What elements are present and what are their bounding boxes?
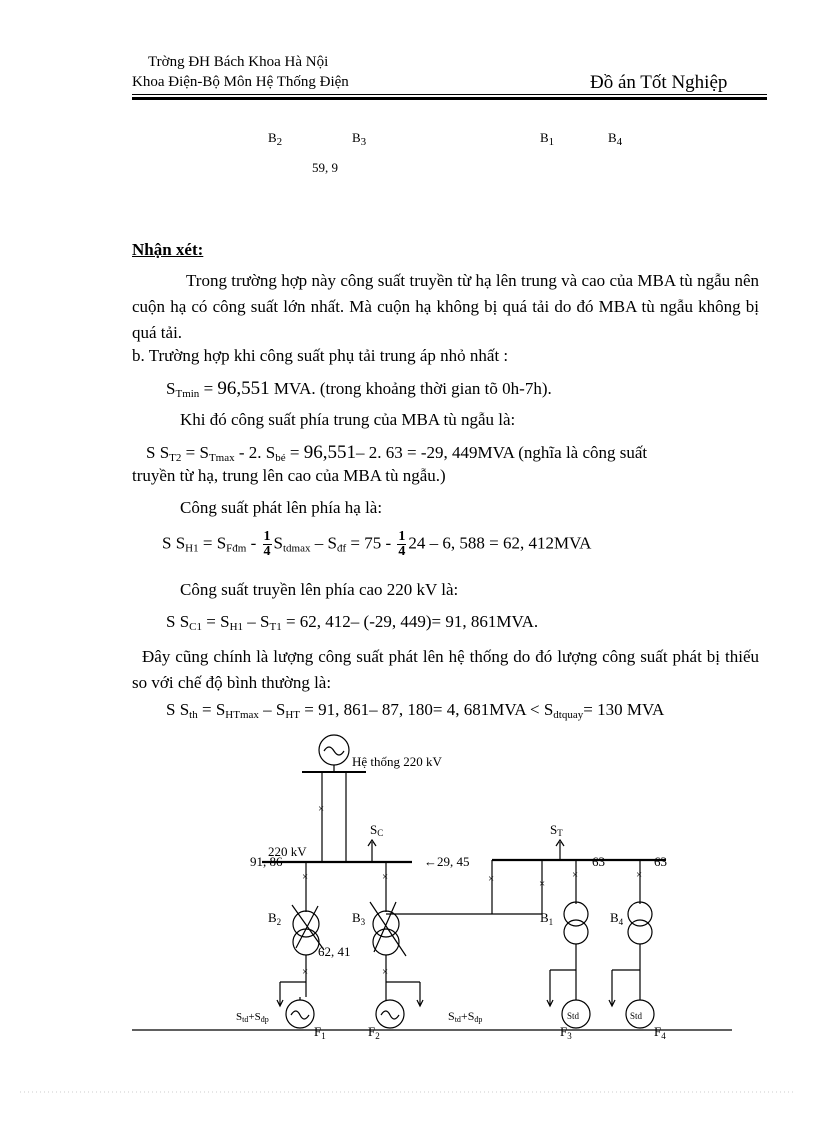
equation-stmin: $S_{Tmin} = 96,551$ MVA. (trong khoảng thời gian tõ 0h-7h). bbox=[166, 378, 552, 400]
b2-transformer-lower bbox=[293, 929, 319, 955]
diagram-sta3: Std bbox=[567, 1011, 580, 1021]
system-generator-wave bbox=[324, 747, 344, 755]
diagram-flow-mid: ←29, 45 bbox=[424, 854, 470, 869]
section-heading: Nhận xét: bbox=[132, 240, 204, 259]
line-high: Công suất truyền lên phía cao 220 kV là: bbox=[180, 580, 459, 599]
b4-transformer-lower bbox=[628, 920, 652, 944]
svg-text:×: × bbox=[539, 878, 546, 890]
header-department: Khoa Điện-Bộ Môn Hệ Thống Điện bbox=[132, 74, 349, 90]
equation-st2: S $S_{T2} = S_{Tmax} - 2$. $S_{bé} = 96,551-$ 2. 63 = -29, 449MVA (nghĩa là công suất bbox=[146, 442, 648, 464]
diagram-f3: $F_3$ bbox=[560, 1024, 572, 1041]
svg-text:×: × bbox=[302, 966, 309, 978]
svg-text:×: × bbox=[636, 869, 643, 881]
paragraph-1: Trong trường hợp này công suất truyền từ hạ lên trung và cao của MBA tù ngẫu nên cuộn hạ có công suất lớn nhất. Mà cuộn hạ không bị quá tải do đó MBA tù ngẫu không bị quá tải. bbox=[132, 271, 759, 342]
diagram-load63a: 63 bbox=[592, 854, 605, 869]
svg-text:×: × bbox=[488, 873, 495, 885]
top-label-b3: $B_3$ bbox=[352, 130, 367, 148]
diagram-gen-load-mid: Std+Sđp bbox=[448, 1009, 483, 1024]
line-gen: Công suất phát lên phía hạ là: bbox=[180, 498, 383, 517]
svg-text:×: × bbox=[318, 803, 325, 815]
diagram-b1: $B_1$ bbox=[540, 910, 554, 927]
top-label-b4: $B_4$ bbox=[608, 130, 623, 148]
diagram-f1: $F_1$ bbox=[314, 1024, 326, 1041]
equation-sh1: S $S_{H1} = S_{Fđm}$ - $\frac{1}{4}$ $S_{tdmax} - S_{đf} = 75$ - $\frac{1}{4}$ 24 – 6, 588 = 62, 412MVA bbox=[162, 529, 592, 559]
case-b-heading: b. Trường hợp khi công suất phụ tải trung áp nhỏ nhất : bbox=[132, 346, 509, 365]
equation-sc1: S $S_{C1} = S_{H1} - S_{T1} = 62$, 412– (-29, 449)= 91, 861MVA. bbox=[166, 612, 539, 633]
top-label-b1: $B_1$ bbox=[540, 130, 555, 148]
diagram-gen-load-left: Std+Sđp bbox=[236, 1011, 269, 1024]
b4-transformer-upper bbox=[628, 902, 652, 926]
diagram-sta4: Std bbox=[630, 1011, 643, 1021]
b1-transformer-upper bbox=[564, 902, 588, 926]
paragraph-2: Đây cũng chính là lượng công suất phát lên hệ thống do đó lượng công suất phát bị thiếu so với chế độ bình thường là: bbox=[132, 647, 759, 692]
top-label-value: 59, 9 bbox=[312, 160, 338, 175]
diagram-b4: $B_4$ bbox=[610, 910, 624, 927]
top-label-b2: $B_2$ bbox=[268, 130, 283, 148]
svg-text:×: × bbox=[302, 871, 309, 883]
equation-st2-line2: truyền từ hạ, trung lên cao của MBA tù ngẫu.) bbox=[132, 466, 446, 485]
diagram-val-b2: 62, 41 bbox=[318, 944, 351, 959]
equation-sth: S $S_{th} = S_{HTmax} - S_{HT} = 91$, 861– 87, 180= 4, $681MVA < S_{dtquay}= 130$ MVA bbox=[166, 700, 665, 721]
diagram-bus-label: 220 kV bbox=[268, 844, 307, 859]
diagram-bus-flow: 91, 86 bbox=[250, 854, 283, 869]
diagram-f2: $F_2$ bbox=[368, 1024, 380, 1041]
svg-text:×: × bbox=[382, 966, 389, 978]
fraction-2: $\frac{1}{4}$ bbox=[398, 529, 406, 559]
diagram-st: ST bbox=[550, 822, 563, 838]
diagram-load63b: 63 bbox=[654, 854, 667, 869]
header-project-title: Đồ án Tốt Nghiệp bbox=[590, 72, 728, 93]
b3-transformer-lower bbox=[373, 929, 399, 955]
fraction-1: $\frac{1}{4}$ bbox=[263, 529, 271, 559]
diagram-sc: SC bbox=[370, 822, 384, 838]
diagram-f4: $F_4$ bbox=[654, 1024, 666, 1041]
b1-transformer-lower bbox=[564, 920, 588, 944]
header-school: Trờng ĐH Bách Khoa Hà Nội bbox=[148, 54, 329, 70]
line-when: Khi đó công suất phía trung của MBA tù ngẫu là: bbox=[180, 410, 516, 429]
diagram-system-label: Hệ thống 220 kV bbox=[352, 754, 442, 769]
svg-text:×: × bbox=[572, 869, 579, 881]
svg-text:×: × bbox=[382, 871, 389, 883]
diagram-b3: $B_3$ bbox=[352, 910, 366, 927]
diagram-b2: $B_2$ bbox=[268, 910, 282, 927]
